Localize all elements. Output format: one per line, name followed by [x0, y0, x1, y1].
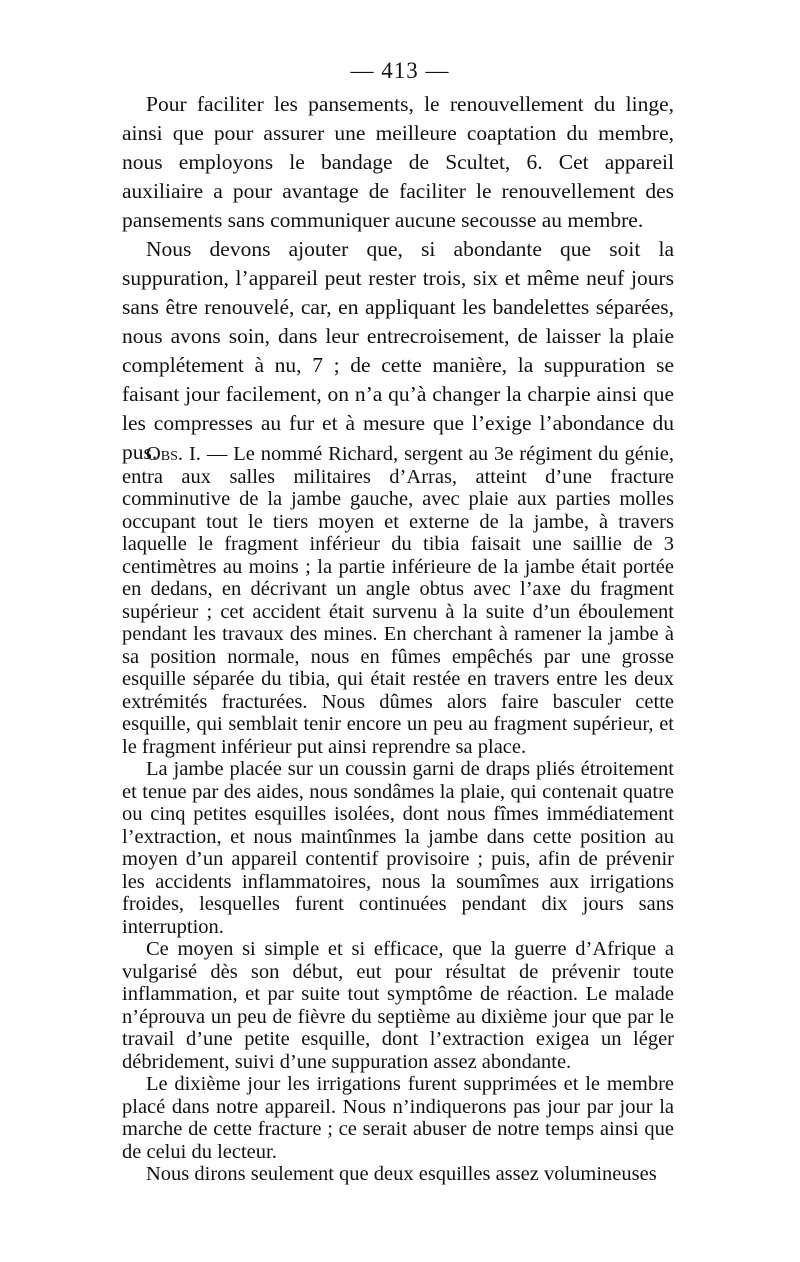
paragraph-suppuration: Nous devons ajouter que, si abondante que soit la suppuration, l’appareil peut rester trois, six et même neuf jours sans être renouvelé, car, en appliquant les bandelettes séparées, nous avons soin, dans leur entrecroisement, de laisser la plaie complétement à nu, 7 ; de cette manière, la suppuration se faisant jour facilement, on n’a qu’à changer la charpie ainsi que les compresses au fur et à mesure que l’exige l’abondance du pus.	[122, 237, 674, 464]
paragraph-bandage: Pour faciliter les pansements, le renouvellement du linge, ainsi que pour assurer une meilleure coaptation du membre, nous employons le bandage de Scultet, 6. Cet appareil auxiliaire a pour avantage de faciliter le renouvellement des pansements sans communiquer aucune secousse au membre.	[122, 92, 674, 232]
observation-paragraph: Nous dirons seulement que deux esquilles assez volumineuses	[146, 1163, 657, 1185]
observation-paragraph: Ce moyen si simple et si efficace, que la guerre d’Afrique a vulgarisé dès son début, eut pour résultat de prévenir toute inflammation, et par suite tout symptôme de réaction. Le malade n’éprouva un peu de fièvre du septième au dixième jour que par le travail d’une petite esquille, dont l’extraction exigea un léger débridement, suivi d’une suppuration assez abondante.	[122, 938, 674, 1073]
page-number: — 413 —	[350, 58, 450, 83]
observation-paragraph: Le dixième jour les irrigations furent supprimées et le membre placé dans notre appareil. Nous n’indiquerons pas jour par jour la marche de cette fracture ; ce serait abuser de notre temps ainsi que de celui du lecteur.	[122, 1073, 674, 1163]
observation-heading: Obs. I.	[146, 443, 201, 465]
observation-paragraph: La jambe placée sur un coussin garni de draps pliés étroitement et tenue par des aides, nous sondâmes la plaie, qui contenait quatre ou cinq petites esquilles isolées, dont nous fîmes immédiatement l’extraction, et nous maintînmes la jambe dans cette position au moyen d’un appareil contentif provisoire ; puis, afin de prévenir les accidents inflammatoires, nous la soumîmes aux irrigations froides, lesquelles furent continuées pendant dix jours sans interruption.	[122, 758, 674, 938]
observation-lead: — Le nommé Richard, sergent au 3e régiment du génie, entra aux salles militaires d’Arras, atteint d’une fracture comminutive de la jambe gauche, avec plaie aux parties molles occupant tout le tiers moyen et externe de la jambe, à travers laquelle le fragment inférieur du tibia faisait une saillie de 3 centimètres au moins ; la partie inférieure de la jambe était portée en dedans, en décrivant un angle obtus avec l’axe du fragment supérieur ; cet accident était survenu à la suite d’un éboulement pendant les travaux des mines. En cherchant à ramener la jambe à sa position normale, nous en fûmes empêchés par une grosse esquille séparée du tibia, qui était restée en travers entre les deux extrémités fracturées. Nous dûmes alors faire basculer cette esquille, qui semblait tenir encore un peu au fragment supérieur, et le fragment inférieur put ainsi reprendre sa place.	[122, 443, 674, 758]
observation-intro	[122, 443, 674, 758]
main-text	[122, 90, 674, 467]
observation-section	[122, 443, 674, 1186]
